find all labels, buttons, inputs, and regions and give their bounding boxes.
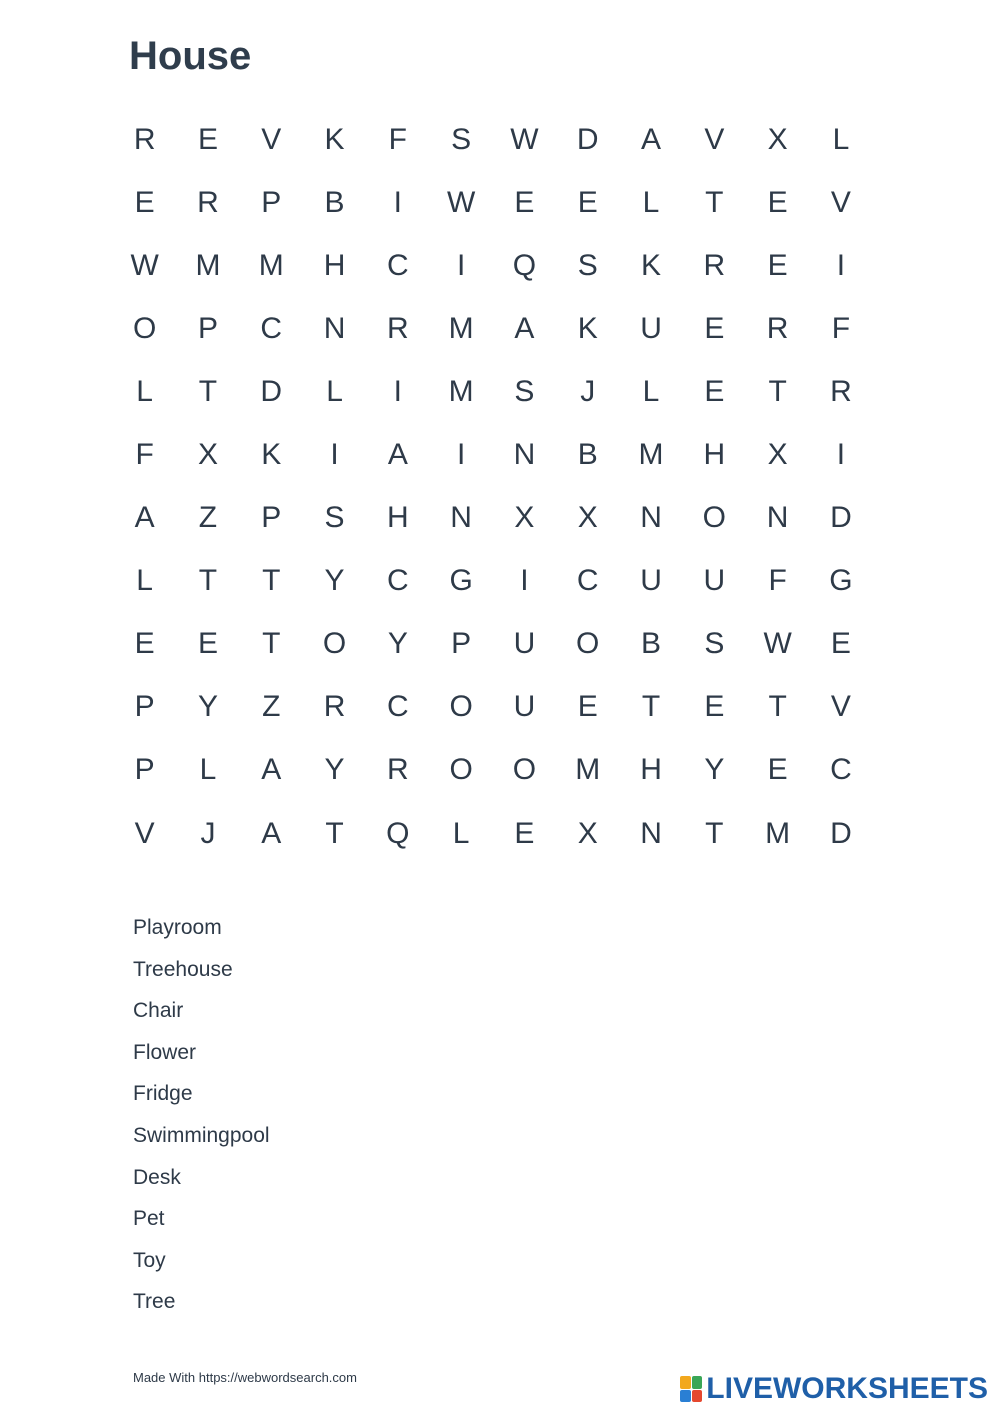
grid-cell[interactable]: P [134,753,155,787]
footer-credit: Made With https://webwordsearch.com [133,1370,357,1385]
grid-cell[interactable]: M [195,248,221,282]
grid-cell[interactable]: T [768,690,787,724]
word-list-item: Fridge [133,1082,193,1106]
word-list-item: Chair [133,999,184,1023]
grid-cell[interactable]: D [260,374,283,408]
grid-cell[interactable]: P [261,185,282,219]
grid-cell[interactable]: E [704,374,725,408]
grid-cell[interactable]: S [704,627,725,661]
grid-cell[interactable]: N [513,438,536,472]
grid-cell[interactable]: O [449,753,473,787]
grid-cell[interactable]: Y [324,564,345,598]
word-search-grid [113,108,873,865]
grid-cell[interactable]: C [260,311,283,345]
grid-cell[interactable]: L [642,185,660,219]
grid-cell[interactable]: X [767,122,788,156]
grid-cell[interactable]: E [767,248,788,282]
grid-cell[interactable]: T [768,374,787,408]
word-list-item: Treehouse [133,957,233,981]
grid-cell[interactable]: A [134,501,155,535]
word-list-item: Toy [133,1248,166,1272]
grid-cell[interactable]: B [324,185,345,219]
grid-cell[interactable]: R [197,185,219,219]
liveworksheets-logo-icon [680,1376,702,1402]
grid-cell[interactable]: D [830,816,852,850]
grid-cell[interactable]: P [451,627,472,661]
grid-cell[interactable]: O [132,311,157,345]
grid-cell[interactable]: W [130,248,159,282]
grid-cell[interactable]: A [641,122,662,156]
grid-cell[interactable]: O [702,501,726,535]
grid-cell[interactable]: C [830,753,852,787]
grid-cell[interactable]: B [577,438,598,472]
grid-cell[interactable]: L [136,374,153,408]
grid-cell[interactable]: P [261,501,282,535]
grid-cell[interactable]: L [326,374,343,408]
grid-cell[interactable]: W [763,627,792,661]
grid-cell[interactable]: E [197,627,218,661]
grid-cell[interactable]: C [576,564,599,598]
grid-cell[interactable]: V [261,122,282,156]
grid-cell[interactable]: U [513,690,536,724]
grid-cell[interactable]: L [136,564,153,598]
grid-cell[interactable]: M [765,816,791,850]
grid-cell[interactable]: C [387,690,409,724]
word-list-item: Flower [133,1040,197,1064]
grid-cell[interactable]: E [577,185,598,219]
grid-cell[interactable]: E [704,690,725,724]
grid-cell[interactable]: U [703,564,726,598]
logo-tile [692,1376,703,1389]
grid-cell[interactable]: U [513,627,536,661]
grid-cell[interactable]: X [577,501,598,535]
grid-cell[interactable]: K [577,311,598,345]
grid-cell[interactable]: E [767,185,788,219]
grid-cell[interactable]: X [514,501,535,535]
grid-cell[interactable]: Y [387,627,408,661]
word-list [133,907,270,1323]
grid-cell[interactable]: O [576,627,600,661]
grid-cell[interactable]: C [387,564,409,598]
grid-cell[interactable]: E [134,627,155,661]
grid-cell[interactable]: M [448,311,474,345]
grid-cell[interactable]: A [261,816,282,850]
grid-cell[interactable]: E [577,690,598,724]
grid-cell[interactable]: I [520,564,529,598]
word-list-item: Swimmingpool [133,1123,270,1147]
grid-cell[interactable]: Y [324,753,345,787]
grid-cell[interactable]: V [704,122,725,156]
grid-cell[interactable]: S [451,122,472,156]
grid-cell[interactable]: L [642,374,660,408]
grid-cell[interactable]: U [640,564,662,598]
grid-cell[interactable]: U [640,311,662,345]
grid-cell[interactable]: E [767,753,788,787]
grid-cell[interactable]: H [640,753,662,787]
grid-cell[interactable]: M [448,374,474,408]
grid-cell[interactable]: O [322,627,347,661]
grid-cell[interactable]: N [640,816,662,850]
grid-cell[interactable]: F [768,564,787,598]
grid-cell[interactable]: S [514,374,535,408]
grid-cell[interactable]: H [387,501,409,535]
brand-watermark [680,1372,988,1406]
grid-cell[interactable]: K [641,248,662,282]
grid-cell[interactable]: S [577,248,598,282]
grid-cell[interactable]: K [324,122,345,156]
grid-cell[interactable]: X [577,816,598,850]
grid-cell[interactable]: Q [386,816,410,850]
grid-cell[interactable]: I [393,185,402,219]
grid-cell[interactable]: I [393,374,402,408]
grid-cell[interactable]: I [836,248,846,282]
grid-cell[interactable]: H [703,438,726,472]
grid-cell[interactable]: O [449,690,473,724]
grid-cell[interactable]: V [830,690,851,724]
grid-cell[interactable]: N [640,501,662,535]
grid-cell[interactable]: A [261,753,282,787]
grid-cell[interactable]: C [387,248,409,282]
grid-cell[interactable]: V [134,816,155,850]
grid-cell[interactable]: I [836,438,846,472]
grid-cell[interactable]: Z [198,501,218,535]
grid-cell[interactable]: T [641,690,661,724]
grid-cell[interactable]: R [703,248,726,282]
grid-cell[interactable]: W [510,122,539,156]
grid-cell[interactable]: A [514,311,535,345]
grid-cell[interactable]: S [324,501,345,535]
grid-cell[interactable]: E [704,311,725,345]
grid-cell[interactable]: R [387,311,409,345]
grid-cell[interactable]: R [323,690,346,724]
grid-cell[interactable]: D [576,122,599,156]
grid-cell[interactable]: L [452,816,470,850]
logo-tile [680,1376,691,1389]
grid-cell[interactable]: G [829,564,853,598]
grid-cell[interactable]: X [197,438,218,472]
grid-cell[interactable]: R [766,311,789,345]
grid-cell[interactable]: X [767,438,788,472]
grid-cell[interactable]: N [450,501,472,535]
word-list-item: Tree [133,1290,176,1314]
grid-cell[interactable]: I [456,248,466,282]
grid-cell[interactable]: T [705,185,724,219]
grid-cell[interactable]: F [388,122,407,156]
grid-cell[interactable]: E [830,627,851,661]
grid-cell[interactable]: E [197,122,218,156]
grid-cell[interactable]: I [456,438,466,472]
word-list-item: Playroom [133,916,222,939]
grid-cell[interactable]: D [830,501,852,535]
grid-cell[interactable]: O [512,753,537,787]
grid-cell[interactable]: L [199,753,217,787]
grid-cell[interactable]: M [575,753,601,787]
grid-cell[interactable]: E [514,185,535,219]
grid-cell[interactable]: T [198,374,218,408]
grid-cell[interactable]: J [580,374,596,408]
grid-cell[interactable]: E [514,816,535,850]
grid-cell[interactable]: F [135,438,154,472]
word-list-item: Pet [133,1207,165,1231]
grid-cell[interactable]: M [638,438,664,472]
logo-tile [680,1390,691,1403]
grid-cell[interactable]: N [766,501,789,535]
grid-cell[interactable]: E [134,185,155,219]
logo-tile [692,1390,703,1403]
grid-cell[interactable]: T [262,627,281,661]
grid-cell[interactable]: G [449,564,473,598]
grid-cell[interactable]: W [446,185,476,219]
word-list-item: Desk [133,1165,181,1189]
grid-cell[interactable]: P [134,690,155,724]
grid-cell[interactable]: J [200,816,216,850]
grid-cell[interactable]: T [705,816,724,850]
grid-cell[interactable]: M [258,248,284,282]
grid-cell[interactable]: Q [512,248,537,282]
grid-cell[interactable]: B [641,627,662,661]
grid-cell[interactable]: V [830,185,851,219]
grid-cell[interactable]: I [330,438,339,472]
grid-cell[interactable]: Z [262,690,281,724]
grid-cell[interactable]: R [830,374,852,408]
grid-cell[interactable]: A [387,438,408,472]
grid-cell[interactable]: L [832,122,850,156]
grid-cell[interactable]: T [262,564,281,598]
brand-name: LIVEWORKSHEETS [706,1372,988,1405]
grid-cell[interactable]: R [387,753,409,787]
grid-cell[interactable]: Y [197,690,218,724]
grid-cell[interactable]: T [198,564,218,598]
grid-cell[interactable]: N [323,311,346,345]
grid-cell[interactable]: Y [704,753,725,787]
grid-cell[interactable]: K [261,438,282,472]
grid-cell[interactable]: T [325,816,344,850]
grid-cell[interactable]: P [197,311,218,345]
grid-cell[interactable]: F [831,311,851,345]
page-title: House [129,34,252,78]
grid-cell[interactable]: H [323,248,346,282]
grid-cell[interactable]: R [133,122,156,156]
